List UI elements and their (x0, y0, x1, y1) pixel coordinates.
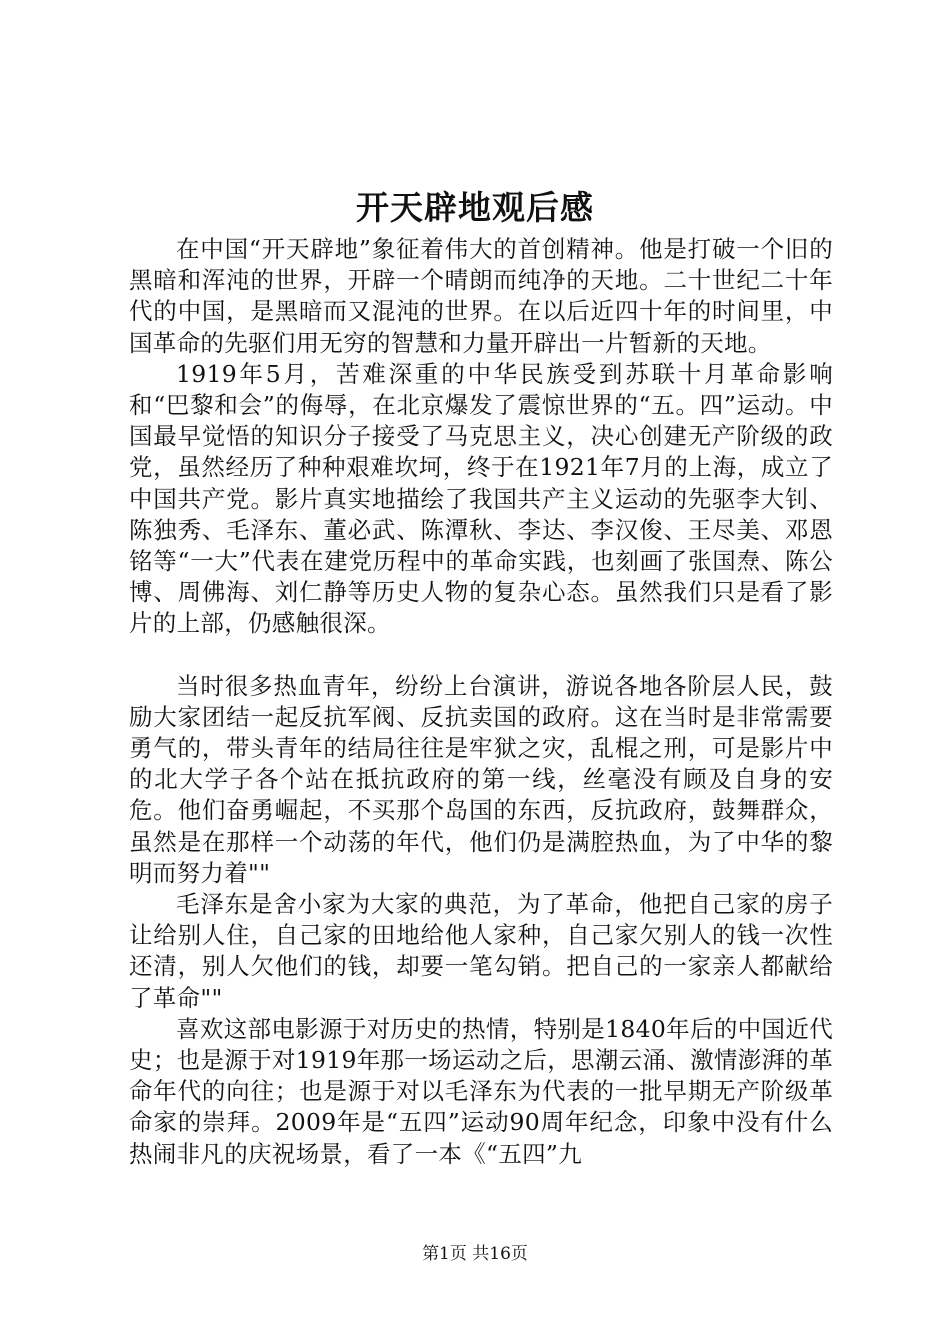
document-body (129, 234, 833, 1170)
paragraph-gap (129, 640, 833, 671)
paragraph-intro: 在中国“开天辟地”象征着伟大的首创精神。他是打破一个旧的黑暗和浑沌的世界，开辟一个晴朗而纯净的天地。二十世纪二十年代的中国，是黑暗而又混沌的世界。在以后近四十年的时间里，中国革命的先驱们用无穷的智慧和力量开辟出一片暂新的天地。 (129, 235, 833, 357)
paragraph-mao: 毛泽东是舍小家为大家的典范，为了革命，他把自己家的房子让给别人住，自己家的田地给他人家种，自己家欠别人的钱一次性还清，别人欠他们的钱，却要一笔勾销。把自己的一家亲人都献给了革命"" (129, 890, 833, 1012)
paragraph-reflection: 喜欢这部电影源于对历史的热情，特别是1840年后的中国近代史；也是源于对1919年那一场运动之后，思潮云涌、激情澎湃的革命年代的向往；也是源于对以毛泽东为代表的一批早期无产阶级革命家的崇拜。2009年是“五四”运动90周年纪念，印象中没有什么热闹非凡的庆祝场景，看了一本《“五四”九 (129, 1014, 833, 1168)
page-number-footer: 第1页 共16页 (422, 1244, 528, 1264)
paragraph-history: 1919年5月，苦难深重的中华民族受到苏联十月革命影响和“巴黎和会”的侮辱，在北京爆发了震惊世界的“五。四”运动。中国最早觉悟的知识分子接受了马克思主义，决心创建无产阶级的政党，虽然经历了种种艰难坎坷，终于在1921年7月的上海，成立了中国共产党。影片真实地描绘了我国共产主义运动的先驱李大钊、陈独秀、毛泽东、董必武、陈潭秋、李达、李汉俊、王尽美、邓恩铭等“一大”代表在建党历程中的革命实践，也刻画了张国焘、陈公博、周佛海、刘仁静等历史人物的复杂心态。虽然我们只是看了影片的上部，仍感触很深。 (129, 359, 833, 638)
paragraph-youth: 当时很多热血青年，纷纷上台演讲，游说各地各阶层人民，鼓励大家团结一起反抗军阀、反抗卖国的政府。这在当时是非常需要勇气的，带头青年的结局往往是牢狱之灾，乱棍之刑，可是影片中的北大学子各个站在抵抗政府的第一线，丝毫没有顾及自身的安危。他们奋勇崛起，不买那个岛国的东西，反抗政府，鼓舞群众，虽然是在那样一个动荡的年代，他们仍是满腔热血，为了中华的黎明而努力着"" (129, 671, 833, 887)
document-title: 开天辟地观后感 (356, 188, 594, 227)
